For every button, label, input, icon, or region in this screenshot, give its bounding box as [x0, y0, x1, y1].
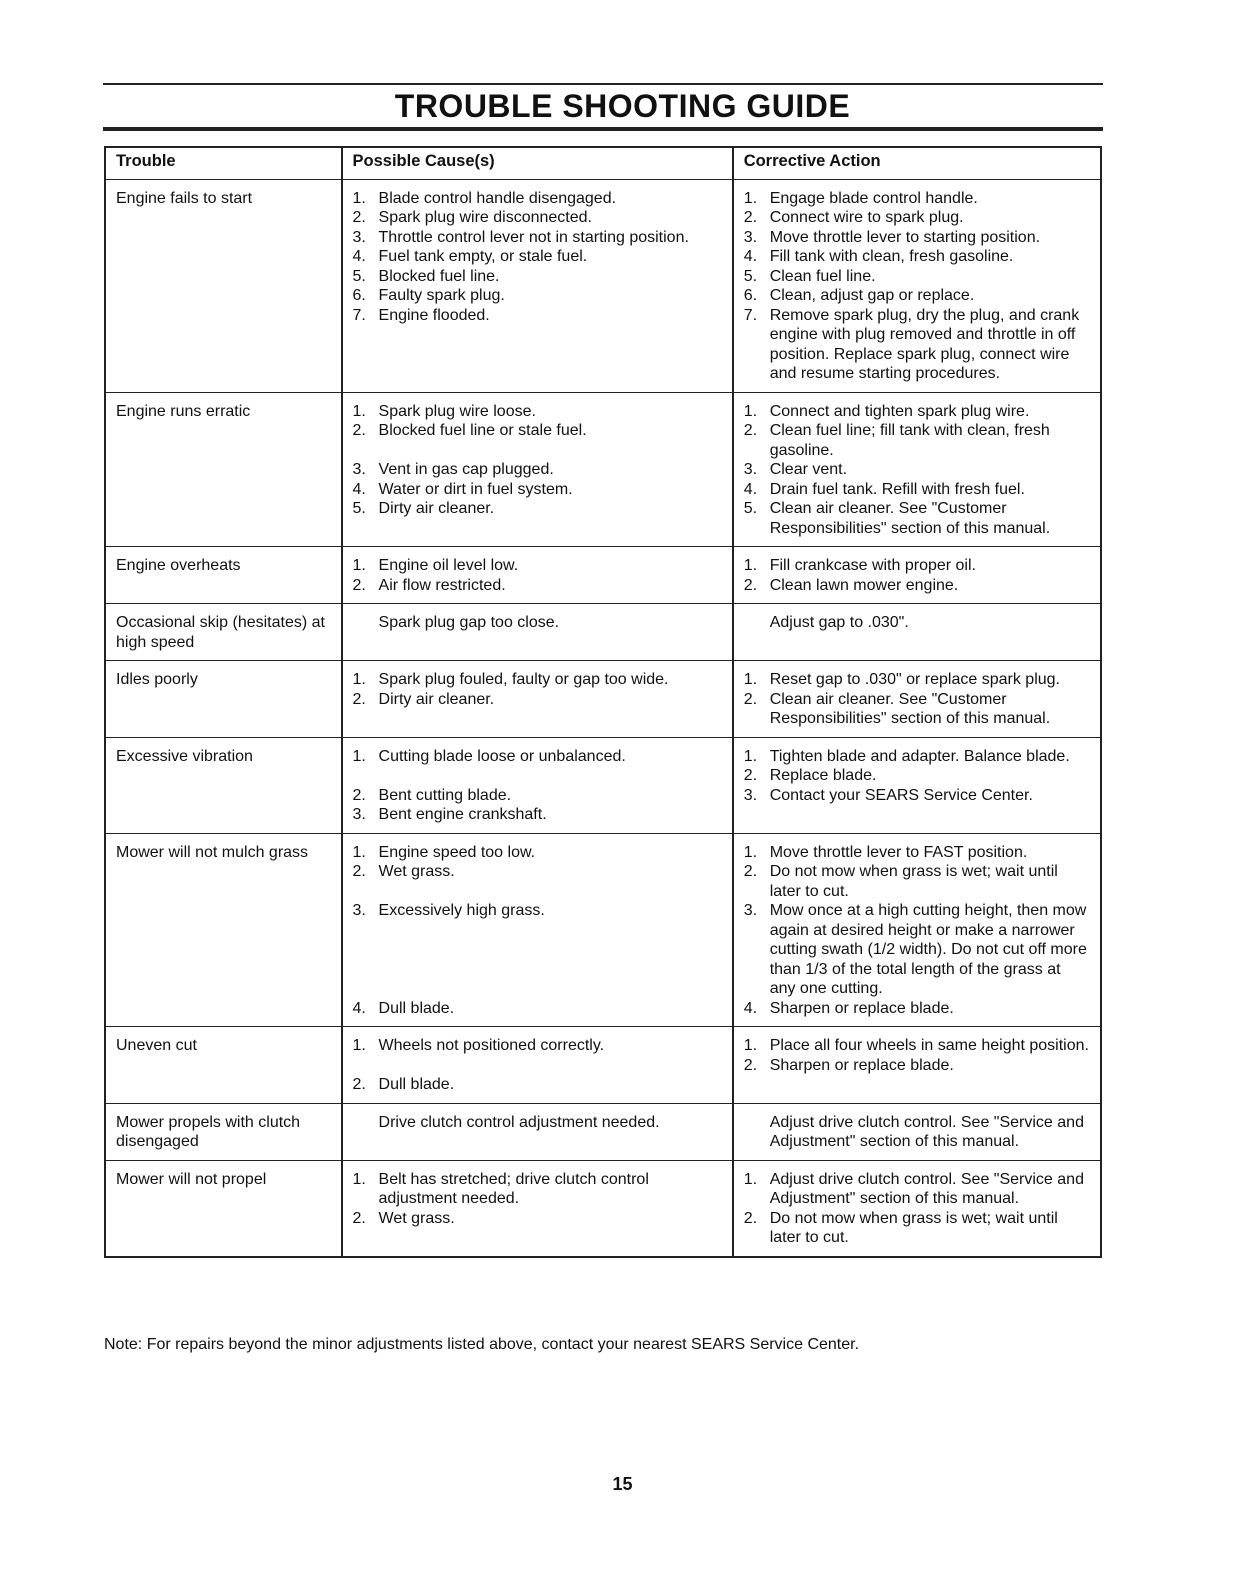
item-number	[353, 940, 379, 960]
item-text: Fill tank with clean, fresh gasoline.	[769, 248, 1014, 265]
item-text	[379, 882, 722, 902]
item-text: Replace blade.	[769, 767, 877, 784]
item-number: 1.	[352, 1037, 366, 1054]
item-text: Do not mow when grass is wet; wait until later to cut.	[769, 863, 1058, 900]
action-item	[744, 228, 1090, 248]
table-row	[105, 1160, 1101, 1257]
item-number: 1.	[352, 1170, 366, 1188]
table-row	[105, 661, 1101, 738]
item-number: 2.	[743, 863, 758, 880]
item-number: 1.	[743, 671, 758, 688]
item-number: 3.	[352, 228, 366, 246]
cause-item	[353, 247, 722, 267]
item-number	[353, 1056, 379, 1076]
item-text: Dull blade.	[378, 999, 455, 1017]
cause-cell	[342, 547, 733, 604]
action-item	[744, 690, 1090, 729]
cause-item	[353, 286, 722, 306]
cause-cell	[342, 737, 733, 833]
item-text: Clean lawn mower engine.	[769, 576, 959, 594]
item-number	[353, 979, 379, 999]
item-text: Move throttle lever to starting position.	[769, 228, 1041, 246]
item-number: 1.	[743, 1170, 758, 1188]
item-text: Cutting blade loose or unbalanced.	[378, 747, 626, 765]
item-number: 1.	[743, 557, 758, 574]
item-text: Blade control handle disengaged.	[378, 189, 617, 207]
item-text: Fuel tank empty, or stale fuel.	[378, 248, 588, 265]
item-number: 2.	[352, 422, 366, 439]
item-text: Dirty air cleaner.	[378, 500, 495, 517]
title-bottom-rule	[103, 127, 1103, 131]
cause-item	[353, 421, 722, 441]
table-body	[105, 179, 1101, 1257]
action-item	[744, 460, 1090, 480]
item-number: 1.	[352, 189, 366, 207]
item-text: Wet grass.	[378, 1209, 455, 1227]
item-number: 3.	[743, 786, 758, 804]
item-number: 3.	[352, 461, 366, 478]
action-item	[744, 999, 1090, 1019]
cause-item	[353, 306, 722, 326]
action-cell	[733, 1103, 1101, 1160]
item-number: 4.	[743, 480, 758, 498]
cause-item	[353, 960, 722, 980]
action-item	[744, 402, 1090, 422]
cause-item	[353, 441, 722, 461]
trouble-cell: Idles poorly	[105, 661, 342, 738]
item-text: Spark plug wire loose.	[378, 402, 536, 420]
header-corrective-action: Corrective Action	[733, 147, 1101, 179]
item-text	[379, 960, 722, 980]
action-cell	[733, 179, 1101, 392]
item-text: Adjust drive clutch control. See "Service and Adjustment" section of this manual.	[769, 1113, 1084, 1150]
service-note: Note: For repairs beyond the minor adjustments listed above, contact your nearest SEARS Service Center.	[104, 1336, 860, 1353]
item-text: Clean, adjust gap or replace.	[769, 287, 975, 304]
action-item	[744, 576, 1090, 596]
item-text: Contact your SEARS Service Center.	[769, 786, 1033, 804]
item-number: 2.	[352, 1076, 366, 1093]
item-text: Engine speed too low.	[378, 843, 536, 861]
action-item	[744, 613, 1090, 633]
item-number: 2.	[352, 863, 366, 880]
cause-cell	[342, 179, 733, 392]
action-item	[744, 421, 1090, 460]
item-text: Drain fuel tank. Refill with fresh fuel.	[769, 480, 1025, 498]
cause-item	[353, 843, 722, 863]
item-text: Air flow restricted.	[378, 576, 506, 594]
cause-item	[353, 1075, 722, 1095]
table-row	[105, 1027, 1101, 1104]
action-item	[744, 1209, 1090, 1248]
action-item	[744, 286, 1090, 306]
item-number: 4.	[743, 999, 758, 1017]
item-text: Bent cutting blade.	[378, 786, 512, 804]
cause-item	[353, 208, 722, 228]
action-cell	[733, 737, 1101, 833]
item-text	[379, 441, 722, 461]
cause-item	[353, 576, 722, 596]
item-number: 3.	[352, 806, 366, 823]
cause-item	[353, 901, 722, 921]
cause-cell	[342, 1103, 733, 1160]
item-text: Move throttle lever to FAST position.	[769, 843, 1028, 861]
trouble-cell: Mower propels with clutch disengaged	[105, 1103, 342, 1160]
table-row	[105, 737, 1101, 833]
cause-item	[353, 670, 722, 690]
item-text: Engine flooded.	[378, 306, 490, 324]
cause-item	[353, 480, 722, 500]
item-number: 5.	[743, 267, 758, 285]
item-number: 6.	[352, 287, 366, 304]
item-number: 1.	[743, 1037, 758, 1054]
item-text: Excessively high grass.	[378, 902, 545, 919]
action-item	[744, 306, 1090, 384]
item-number: 3.	[743, 902, 758, 919]
action-cell	[733, 661, 1101, 738]
trouble-cell: Mower will not mulch grass	[105, 833, 342, 1027]
action-item	[744, 766, 1090, 786]
item-number	[353, 882, 379, 902]
item-text	[379, 766, 722, 786]
cause-cell	[342, 833, 733, 1027]
item-text: Blocked fuel line or stale fuel.	[378, 422, 587, 439]
cause-item	[353, 862, 722, 882]
cause-item	[353, 613, 722, 633]
action-item	[744, 499, 1090, 538]
table-row	[105, 547, 1101, 604]
trouble-cell: Excessive vibration	[105, 737, 342, 833]
trouble-cell: Engine fails to start	[105, 179, 342, 392]
item-text: Water or dirt in fuel system.	[378, 480, 573, 498]
trouble-cell: Engine runs erratic	[105, 392, 342, 547]
item-number	[744, 613, 770, 633]
action-item	[744, 1036, 1090, 1056]
action-item	[744, 556, 1090, 576]
item-number: 1.	[352, 402, 366, 420]
action-cell	[733, 547, 1101, 604]
item-number	[353, 921, 379, 941]
item-text: Dull blade.	[378, 1076, 455, 1093]
trouble-cell: Uneven cut	[105, 1027, 342, 1104]
troubleshooting-table	[104, 146, 1102, 1258]
item-number: 3.	[743, 461, 758, 478]
item-text: Engage blade control handle.	[769, 189, 978, 207]
item-number: 2.	[352, 1209, 366, 1227]
page-number: 15	[612, 1474, 633, 1494]
item-number: 2.	[743, 690, 758, 708]
item-number	[744, 1113, 770, 1152]
action-item	[744, 901, 1090, 999]
item-text	[379, 1056, 722, 1076]
cause-item	[353, 1056, 722, 1076]
item-text: Clean air cleaner. See "Customer Responsibilities" section of this manual.	[769, 690, 1051, 727]
item-text: Drive clutch control adjustment needed.	[378, 1113, 660, 1131]
cause-item	[353, 766, 722, 786]
trouble-cell: Engine overheats	[105, 547, 342, 604]
item-text: Adjust gap to .030".	[769, 614, 909, 631]
cause-item	[353, 228, 722, 248]
item-text: Tighten blade and adapter. Balance blade.	[769, 747, 1070, 765]
header-trouble: Trouble	[105, 147, 342, 179]
item-number: 4.	[352, 480, 366, 498]
table-row	[105, 179, 1101, 392]
item-number: 7.	[743, 306, 758, 324]
item-number: 1.	[743, 189, 758, 207]
item-number: 1.	[352, 747, 366, 765]
item-text: Fill crankcase with proper oil.	[769, 557, 976, 574]
item-text: Clean air cleaner. See "Customer Responsibilities" section of this manual.	[769, 500, 1051, 537]
item-number: 4.	[743, 248, 758, 265]
item-number: 3.	[743, 228, 758, 246]
cause-item	[353, 460, 722, 480]
action-item	[744, 208, 1090, 228]
item-text: Throttle control lever not in starting position.	[378, 228, 689, 246]
cause-item	[353, 921, 722, 941]
action-item	[744, 1056, 1090, 1076]
cause-item	[353, 1170, 722, 1209]
table-row	[105, 392, 1101, 547]
action-item	[744, 786, 1090, 806]
item-text: Bent engine crankshaft.	[378, 806, 547, 823]
action-item	[744, 747, 1090, 767]
cause-item	[353, 189, 722, 209]
item-number	[353, 441, 379, 461]
item-number: 5.	[743, 500, 758, 517]
cause-item	[353, 805, 722, 825]
item-number: 1.	[743, 843, 758, 861]
item-number: 4.	[352, 999, 366, 1017]
trouble-cell: Mower will not propel	[105, 1160, 342, 1257]
item-number: 5.	[352, 267, 366, 285]
action-item	[744, 247, 1090, 267]
action-cell	[733, 1027, 1101, 1104]
item-text: Adjust drive clutch control. See "Service and Adjustment" section of this manual.	[769, 1170, 1084, 1207]
item-text: Wheels not positioned correctly.	[378, 1037, 605, 1054]
item-number: 3.	[352, 902, 366, 919]
cause-cell	[342, 1027, 733, 1104]
title-top-rule	[103, 83, 1103, 85]
cause-item	[353, 402, 722, 422]
cause-item	[353, 999, 722, 1019]
item-number: 2.	[743, 1056, 758, 1074]
table-row	[105, 833, 1101, 1027]
table-header-row	[105, 147, 1101, 179]
item-number	[353, 766, 379, 786]
cause-item	[353, 499, 722, 519]
item-number: 2.	[352, 690, 366, 708]
item-text: Clean fuel line.	[769, 267, 876, 285]
header-possible-causes: Possible Cause(s)	[342, 147, 733, 179]
item-text: Connect wire to spark plug.	[769, 209, 964, 226]
item-text: Place all four wheels in same height position.	[769, 1037, 1089, 1054]
cause-item	[353, 747, 722, 767]
item-text: Dirty air cleaner.	[378, 690, 495, 708]
action-cell	[733, 392, 1101, 547]
action-item	[744, 862, 1090, 901]
trouble-cell: Occasional skip (hesitates) at high speed	[105, 604, 342, 661]
item-text: Spark plug wire disconnected.	[378, 209, 592, 226]
action-cell	[733, 1160, 1101, 1257]
item-number: 4.	[352, 248, 366, 265]
cause-item	[353, 267, 722, 287]
item-text: Engine oil level low.	[378, 557, 519, 574]
item-number: 1.	[743, 747, 758, 765]
item-text: Sharpen or replace blade.	[769, 999, 954, 1017]
cause-item	[353, 1036, 722, 1056]
item-text: Belt has stretched; drive clutch control adjustment needed.	[378, 1170, 649, 1207]
item-text: Reset gap to .030" or replace spark plug.	[769, 671, 1060, 688]
table-row	[105, 604, 1101, 661]
item-text: Remove spark plug, dry the plug, and crank engine with plug removed and throttle in off position. Replace spark plug, connect wire and resume starting procedures.	[769, 306, 1080, 382]
cause-cell	[342, 1160, 733, 1257]
cause-item	[353, 690, 722, 710]
item-number	[353, 613, 379, 633]
item-number: 7.	[352, 306, 366, 324]
item-number: 2.	[743, 422, 758, 439]
item-number	[353, 1113, 379, 1133]
item-number: 2.	[352, 209, 366, 226]
item-text: Clean fuel line; fill tank with clean, fresh gasoline.	[769, 422, 1050, 459]
action-item	[744, 189, 1090, 209]
item-number: 1.	[352, 671, 366, 688]
item-number: 6.	[743, 287, 758, 304]
cause-item	[353, 1209, 722, 1229]
action-item	[744, 843, 1090, 863]
cause-item	[353, 940, 722, 960]
table-row	[105, 1103, 1101, 1160]
item-number: 2.	[352, 576, 366, 594]
item-number: 2.	[743, 1209, 758, 1227]
action-cell	[733, 604, 1101, 661]
cause-item	[353, 882, 722, 902]
cause-item	[353, 786, 722, 806]
item-text: Clear vent.	[769, 461, 848, 478]
action-item	[744, 480, 1090, 500]
page-title: TROUBLE SHOOTING GUIDE	[394, 88, 851, 124]
item-number: 5.	[352, 500, 366, 517]
item-text: Wet grass.	[378, 863, 455, 880]
item-text: Mow once at a high cutting height, then mow again at desired height or make a narrower cutting swath (1/2 width). Do not cut off more than 1/3 of the total length of the grass at any one cutting.	[769, 902, 1087, 997]
cause-cell	[342, 392, 733, 547]
action-item	[744, 267, 1090, 287]
item-number	[353, 960, 379, 980]
item-number: 2.	[743, 576, 758, 594]
item-text: Spark plug gap too close.	[378, 614, 560, 631]
item-text: Connect and tighten spark plug wire.	[769, 402, 1030, 420]
item-number: 2.	[743, 767, 758, 784]
cause-cell	[342, 661, 733, 738]
cause-cell	[342, 604, 733, 661]
action-cell	[733, 833, 1101, 1027]
item-text	[379, 940, 722, 960]
item-text	[379, 979, 722, 999]
item-text: Vent in gas cap plugged.	[378, 461, 554, 478]
cause-item	[353, 556, 722, 576]
cause-item	[353, 1113, 722, 1133]
action-item	[744, 1113, 1090, 1152]
item-number: 1.	[743, 402, 758, 420]
item-number: 1.	[352, 557, 366, 574]
item-number: 2.	[743, 209, 758, 226]
item-text: Faulty spark plug.	[378, 287, 505, 304]
item-text: Blocked fuel line.	[378, 267, 500, 285]
item-number: 1.	[352, 843, 366, 861]
item-text: Do not mow when grass is wet; wait until later to cut.	[769, 1209, 1058, 1246]
item-text: Spark plug fouled, faulty or gap too wide.	[378, 671, 669, 688]
item-number: 2.	[352, 786, 366, 804]
action-item	[744, 670, 1090, 690]
action-item	[744, 1170, 1090, 1209]
item-text	[379, 921, 722, 941]
item-text: Sharpen or replace blade.	[769, 1056, 954, 1074]
cause-item	[353, 979, 722, 999]
